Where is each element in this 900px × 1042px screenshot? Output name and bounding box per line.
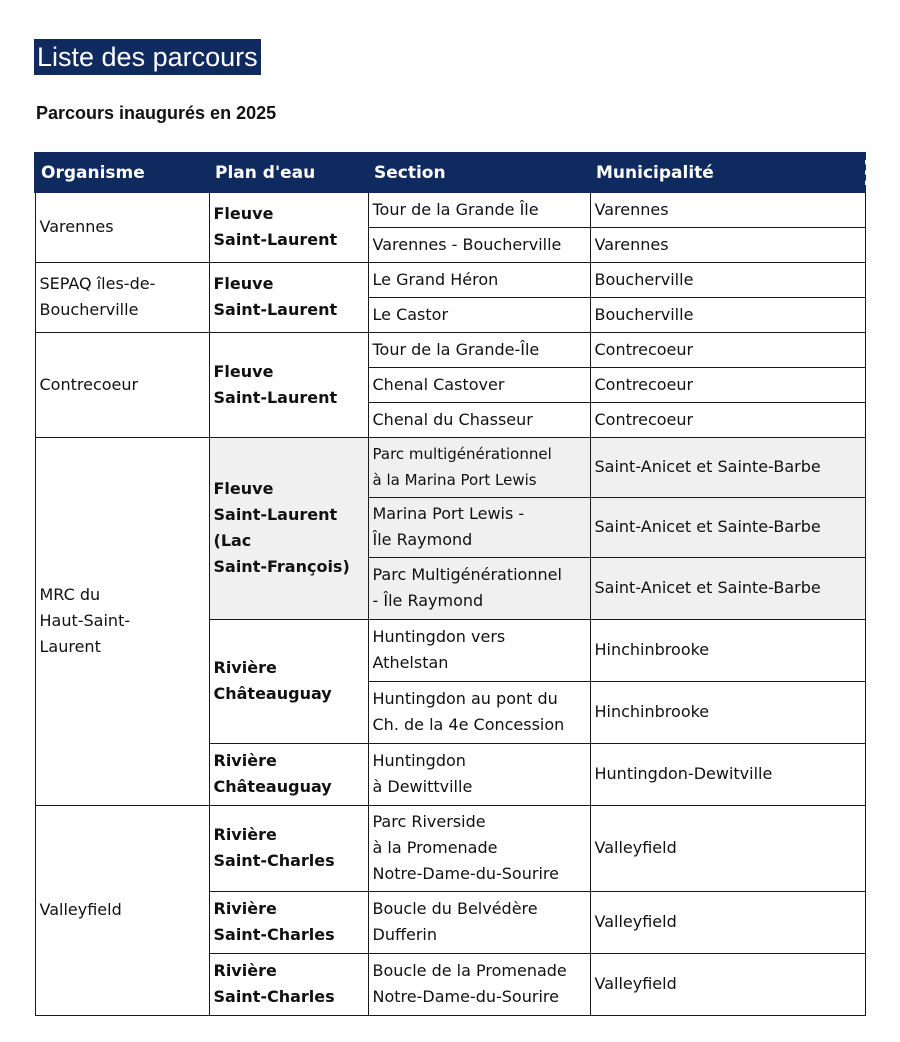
cell-line: Ch. de la 4e Concession <box>372 715 565 734</box>
cell-line: Saint-Laurent <box>213 505 338 524</box>
cell-municipalite: Contrecoeur <box>590 367 865 402</box>
cell-line: Boucherville <box>39 300 139 319</box>
cell-organisme <box>35 262 209 332</box>
header-municipalite: Municipalité <box>590 153 865 192</box>
cell-line: Parc multigénérationnel <box>372 445 552 463</box>
routes-table <box>34 152 866 1016</box>
cell-line: Contrecoeur <box>39 374 139 394</box>
cell-line: Saint-Charles <box>213 987 335 1006</box>
cell-plan-eau <box>209 805 368 891</box>
cell-section <box>368 497 590 557</box>
cell-municipalite: Contrecoeur <box>590 402 865 437</box>
cell-section <box>368 437 590 497</box>
cell-organisme <box>35 332 209 437</box>
cell-municipalite: Valleyfield <box>590 805 865 891</box>
cell-line: Athelstan <box>372 653 449 672</box>
cell-line: Rivière <box>213 825 277 844</box>
cell-line: Boucle de la Promenade <box>372 961 567 980</box>
cell-line: Parc Multigénérationnel <box>372 565 562 584</box>
cell-line: Saint-François) <box>213 557 350 576</box>
cell-organisme <box>35 437 209 805</box>
cell-line: à la Promenade <box>372 838 498 857</box>
cell-line: Le Castor <box>372 304 449 324</box>
cell-line: Fleuve <box>213 274 274 293</box>
cell-line: Fleuve <box>213 204 274 224</box>
cell-municipalite: Valleyfield <box>590 953 865 1015</box>
cell-line: Huntingdon <box>372 751 466 770</box>
cell-municipalite: Varennes <box>590 227 865 262</box>
cell-section <box>368 953 590 1015</box>
header-section: Section <box>368 153 590 192</box>
cell-line: Saint-Charles <box>213 925 335 944</box>
cell-organisme <box>35 805 209 1015</box>
cell-line: Saint-Charles <box>213 851 335 870</box>
header-plan-eau: Plan d'eau <box>209 153 368 192</box>
header-organisme: Organisme <box>35 153 209 192</box>
cell-line: Rivière <box>213 899 277 918</box>
cell-line: Fleuve <box>213 479 274 498</box>
cell-line: Marina Port Lewis - <box>372 504 525 523</box>
table-row <box>35 437 865 497</box>
table-row <box>35 192 865 227</box>
cell-line: Varennes - Boucherville <box>372 234 562 254</box>
table-row <box>35 805 865 891</box>
cell-line: à la Marina Port Lewis <box>372 471 537 489</box>
cell-section <box>368 743 590 805</box>
cell-plan-eau <box>209 953 368 1015</box>
cell-line: à Dewittville <box>372 777 473 796</box>
cell-section <box>368 262 590 297</box>
cell-plan-eau <box>209 262 368 332</box>
cell-municipalite: Saint-Anicet et Sainte-Barbe <box>590 497 865 557</box>
page-subtitle: Parcours inaugurés en 2025 <box>36 103 277 123</box>
cell-line: SEPAQ îles-de- <box>39 274 156 293</box>
cell-line: Laurent <box>39 637 101 656</box>
cell-section <box>368 297 590 332</box>
cell-section <box>368 557 590 619</box>
cell-plan-eau <box>209 619 368 743</box>
cell-line: Île Raymond <box>372 530 473 549</box>
cell-municipalite: Varennes <box>590 192 865 227</box>
cell-line: Châteauguay <box>213 777 332 796</box>
cell-line: Parc Riverside <box>372 812 486 831</box>
cell-line: Valleyfield <box>39 900 122 919</box>
cell-line: Rivière <box>213 658 277 677</box>
cell-section <box>368 891 590 953</box>
cell-section <box>368 367 590 402</box>
cell-line: Fleuve <box>213 361 274 381</box>
cell-line: (Lac <box>213 531 252 550</box>
cell-line: Huntingdon vers <box>372 627 506 646</box>
cell-line: Rivière <box>213 961 277 980</box>
cell-line: Châteauguay <box>213 684 332 703</box>
cell-line: Saint-Laurent <box>213 300 338 319</box>
page-title: Liste des parcours <box>34 39 261 75</box>
cell-section <box>368 332 590 367</box>
cell-line: Chenal du Chasseur <box>372 409 533 429</box>
cell-municipalite: Valleyfield <box>590 891 865 953</box>
table-header-row <box>35 153 865 192</box>
cell-plan-eau <box>209 891 368 953</box>
cell-municipalite: Hinchinbrooke <box>590 619 865 681</box>
cell-municipalite: Boucherville <box>590 297 865 332</box>
cell-line: Tour de la Grande-Île <box>372 339 540 359</box>
cell-line: Rivière <box>213 751 277 770</box>
table-body <box>35 192 865 1015</box>
table-row <box>35 262 865 297</box>
cell-line: - Île Raymond <box>372 591 484 610</box>
cell-plan-eau <box>209 332 368 437</box>
table-row <box>35 332 865 367</box>
cell-line: Le Grand Héron <box>372 269 499 289</box>
cell-municipalite: Saint-Anicet et Sainte-Barbe <box>590 557 865 619</box>
cell-line: Haut-Saint- <box>39 611 131 630</box>
cell-municipalite: Boucherville <box>590 262 865 297</box>
cell-line: Tour de la Grande Île <box>372 199 539 219</box>
cell-municipalite: Huntingdon-Dewitville <box>590 743 865 805</box>
cell-municipalite: Saint-Anicet et Sainte-Barbe <box>590 437 865 497</box>
cell-line: MRC du <box>39 585 101 604</box>
cell-municipalite: Hinchinbrooke <box>590 681 865 743</box>
cell-line: Huntingdon au pont du <box>372 689 558 708</box>
cell-plan-eau <box>209 192 368 262</box>
cell-line: Chenal Castover <box>372 374 505 394</box>
cell-organisme <box>35 192 209 262</box>
cell-section <box>368 402 590 437</box>
cell-section <box>368 192 590 227</box>
cell-line: Notre-Dame-du-Sourire <box>372 864 559 883</box>
cell-line: Notre-Dame-du-Sourire <box>372 987 559 1006</box>
cell-line: Dufferin <box>372 925 437 944</box>
cell-line: Varennes <box>39 217 114 237</box>
cell-section <box>368 227 590 262</box>
cell-line: Saint-Laurent <box>213 387 338 407</box>
cell-section <box>368 619 590 681</box>
cell-section <box>368 681 590 743</box>
cell-municipalite: Contrecoeur <box>590 332 865 367</box>
cell-plan-eau <box>209 437 368 619</box>
cell-line: Saint-Laurent <box>213 230 338 250</box>
cell-section <box>368 805 590 891</box>
cell-line: Boucle du Belvédère <box>372 899 538 918</box>
cell-plan-eau <box>209 743 368 805</box>
